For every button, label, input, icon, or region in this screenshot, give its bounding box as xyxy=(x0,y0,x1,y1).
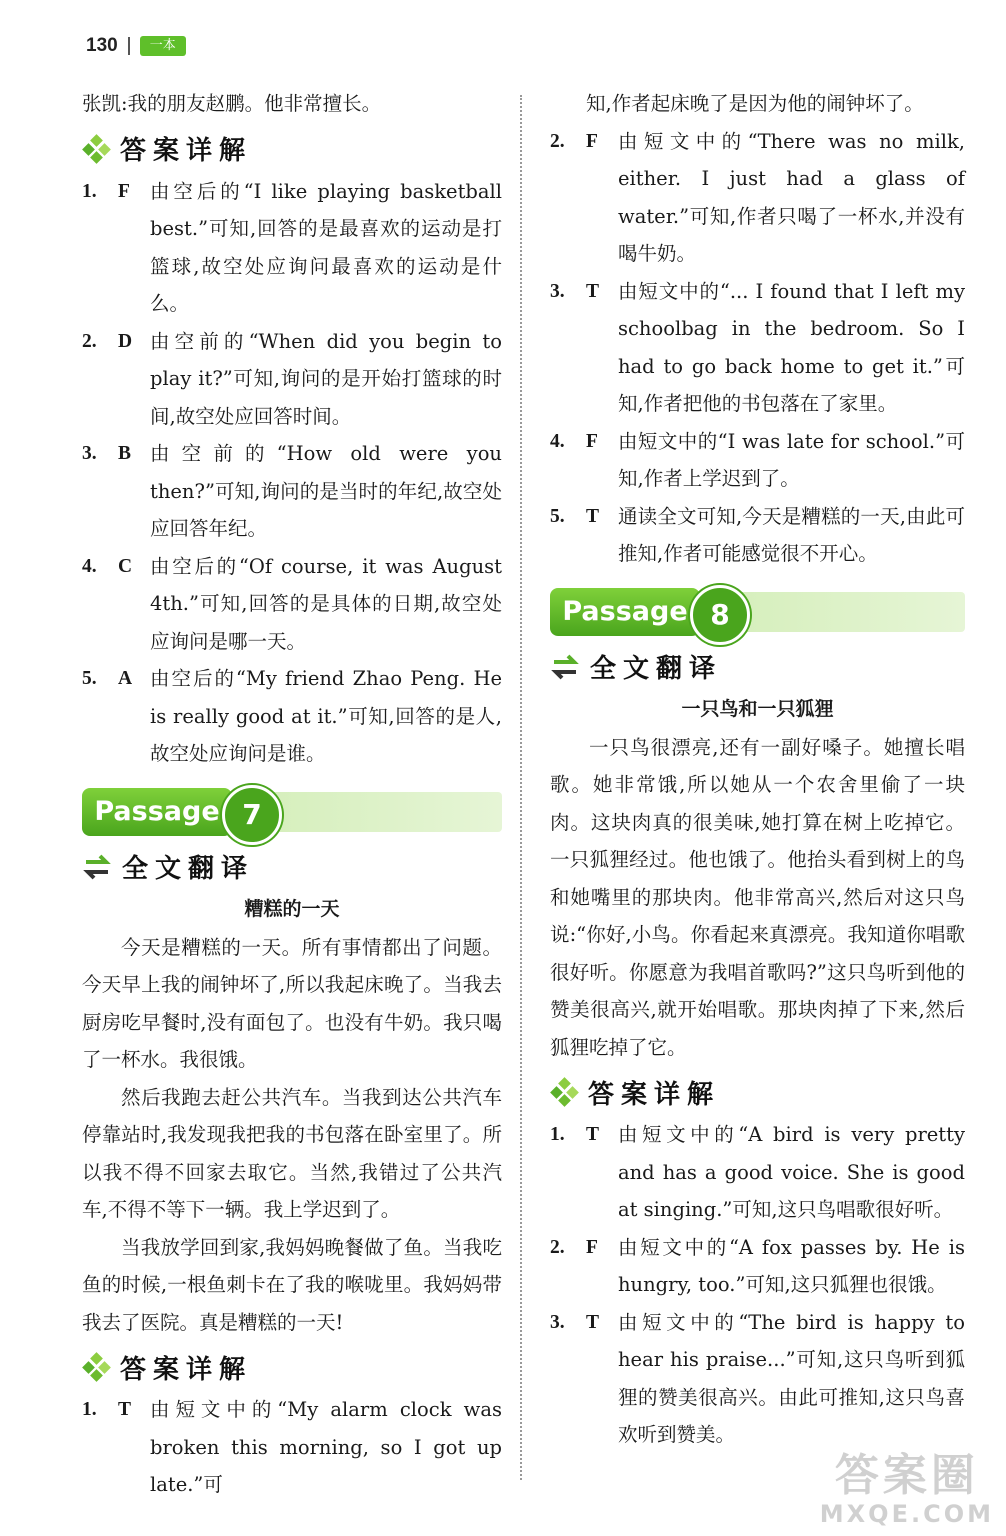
diamond-dots-icon xyxy=(82,135,110,163)
answer-item: 3. B 由空前的“How old were you then?”可知,询问的是当时的年纪,故空处应回答年纪。 xyxy=(82,442,502,540)
watermark-line-1: 答案圈 xyxy=(834,1450,979,1501)
page-header xyxy=(86,32,186,60)
watermark-line-2: MXQE.COM xyxy=(819,1500,994,1528)
translation-section-heading xyxy=(82,845,502,889)
column-divider xyxy=(520,95,522,1480)
section-title: 答案详解 xyxy=(588,1079,721,1110)
page-number: 130 xyxy=(86,35,118,56)
answer-item: 3. T 由短文中的“The bird is happy to hear his praise...”可知,这只鸟听到狐狸的赞美很高兴。由此可推知,这只鸟喜欢听到赞美。 xyxy=(550,1310,965,1446)
answer-item: 2. D 由空前的“When did you begin to play it?”可知,询问的是开始打篮球的时间,故空处应回答时间。 xyxy=(82,329,502,428)
answer-item: 5. A 由空后的“My friend Zhao Peng. He is really good at it.”可知,回答的是人,故空处应询问是谁。 xyxy=(82,667,502,765)
left-column xyxy=(82,85,502,1504)
section-title: 全文翻译 xyxy=(122,854,255,884)
section-title: 答案详解 xyxy=(120,136,253,166)
book-logo: 一本 xyxy=(140,36,186,56)
answers-section-heading xyxy=(550,1070,965,1114)
story-paragraph: 然后我跑去赶公共汽车。当我到达公共汽车停靠站时,我发现我把我的书包落在卧室里了。所以我不得不回家去取它。当然,我错过了公共汽车,不得不等下一辆。我上学迟到了。 xyxy=(82,1085,502,1221)
header-separator xyxy=(128,37,130,55)
answer-item: 1. F 由空后的“I like playing basketball best.”可知,回答的是最喜欢的运动是打篮球,故空处应询问最喜欢的运动是什么。 xyxy=(82,179,502,315)
passage-7-banner xyxy=(82,785,502,839)
diamond-dots-icon xyxy=(550,1078,578,1106)
answer-item: 4. C 由空后的“Of course, it was August 4th.”可知,回答的是具体的日期,故空处应询问是哪一天。 xyxy=(82,554,502,653)
passage-8-banner xyxy=(550,585,965,639)
answer-item: 1. T 由短文中的“A bird is very pretty and has a good voice. She is good at singing.”可知,这只鸟唱歌很好听。 xyxy=(550,1123,965,1221)
story-paragraph: 一只鸟很漂亮,还有一副好嗓子。她擅长唱歌。她非常饿,所以她从一个农舍里偷了一块肉。这块肉真的很美味,她打算在树上吃掉它。一只狐狸经过。他也饿了。他抬头看到树上的鸟和她嘴里的那块肉。他非常高兴,然后对这只鸟说:“你好,小鸟。你看起来真漂亮。我知道你唱歌很好听。你愿意为我唱首歌吗?”这只鸟听到他的赞美很高兴,就开始唱歌。那块肉掉了下来,然后狐狸吃掉了它。 xyxy=(550,735,965,1059)
answers-section-heading xyxy=(82,1345,502,1389)
answer-item: 4. F 由短文中的“I was late for school.”可知,作者上学迟到了。 xyxy=(550,429,965,490)
passage-number-badge: 8 xyxy=(690,585,750,645)
section-title: 全文翻译 xyxy=(590,654,723,684)
answer-item: 5. T 通读全文可知,今天是糟糕的一天,由此可推知,作者可能感觉很不开心。 xyxy=(550,504,965,565)
passage-number-badge: 7 xyxy=(222,785,282,845)
right-column xyxy=(550,85,965,1454)
story-title: 糟糕的一天 xyxy=(244,897,340,920)
translation-section-heading xyxy=(550,645,965,689)
answer-item: 1. T 由短文中的“My alarm clock was broken this morning, so I got up late.”可 xyxy=(82,1398,502,1496)
diamond-dots-icon xyxy=(82,1353,110,1381)
intro-line: 张凯:我的朋友赵鹏。他非常擅长。 xyxy=(82,92,382,115)
swap-arrows-icon xyxy=(550,653,580,681)
story-paragraph: 当我放学回到家,我妈妈晚餐做了鱼。当我吃鱼的时候,一根鱼刺卡在了我的喉咙里。我妈妈带我去了医院。真是糟糕的一天! xyxy=(82,1235,502,1334)
watermark xyxy=(820,1452,994,1528)
answer-item: 2. F 由短文中的“There was no milk, either. I just had a glass of water.”可知,作者只喝了一杯水,并没有喝牛奶。 xyxy=(550,129,965,265)
answer-item: 2. F 由短文中的“A fox passes by. He is hungry, too.”可知,这只狐狸也很饿。 xyxy=(550,1235,965,1296)
passage-label: Passage xyxy=(550,588,700,636)
passage-label: Passage xyxy=(82,788,232,836)
answers-section-heading xyxy=(82,127,502,171)
story-title: 一只鸟和一只狐狸 xyxy=(681,697,834,720)
answer-item: 3. T 由短文中的“... I found that I left my schoolbag in the bedroom. So I had to go back home to get it.”可知,作者把他的书包落在了家里。 xyxy=(550,279,965,415)
section-title: 答案详解 xyxy=(120,1354,253,1385)
story-paragraph: 今天是糟糕的一天。所有事情都出了问题。今天早上我的闹钟坏了,所以我起床晚了。当我去厨房吃早餐时,没有面包了。也没有牛奶。我只喝了一杯水。我很饿。 xyxy=(82,935,502,1071)
answer-continuation: 知,作者起床晚了是因为他的闹钟坏了。 xyxy=(586,92,924,115)
swap-arrows-icon xyxy=(82,853,112,881)
